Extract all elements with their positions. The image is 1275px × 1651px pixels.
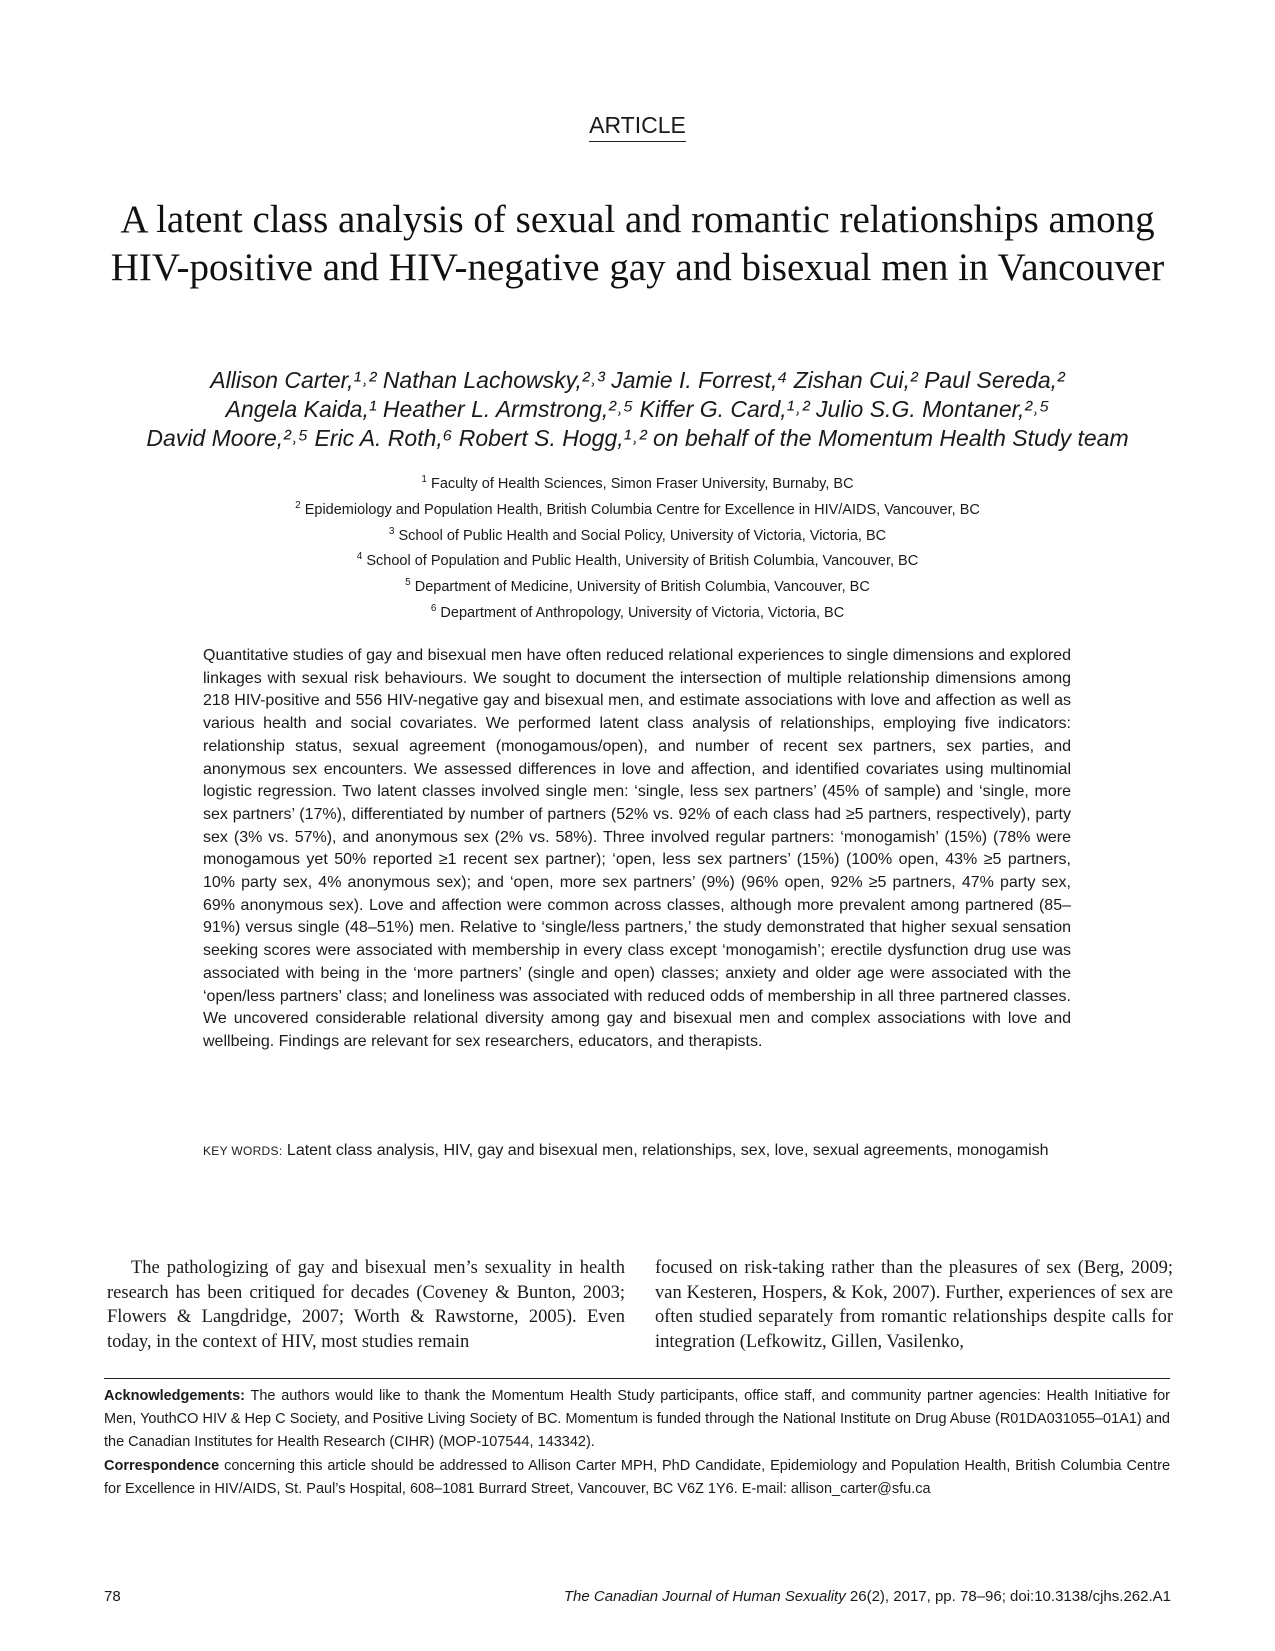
acknowledgements-label: Acknowledgements: [104, 1388, 245, 1404]
keywords-text: Latent class analysis, HIV, gay and bisexual men, relationships, sex, love, sexual agreements, monogamish [286, 1142, 1049, 1159]
acknowledgements-note [104, 1385, 1170, 1454]
correspondence-text: concerning this article should be addressed to Allison Carter MPH, PhD Candidate, Epidemiology and Population Health, British Columbia Centre for Excellence in HIV/AIDS, St. Paul’s Hospital, 608–1081 Burrard Street, Vancouver, BC V6Z 1Y6. E-mail: allison_carter@sfu.ca [104, 1458, 1171, 1497]
keywords-label: KEY WORDS: [203, 1144, 283, 1158]
affiliation-list [120, 469, 1155, 624]
journal-name: The Canadian Journal of Human Sexuality [563, 1588, 846, 1605]
keywords [203, 1140, 1071, 1163]
body-column-left: The pathologizing of gay and bisexual men’s sexuality in health research has been critiqued for decades (Coveney & Bunton, 2003; Flowers & Langdridge, 2007; Worth & Rawstorne, 2005). Even today, in the context of HIV, most studies remain [107, 1258, 625, 1352]
citation-details: 26(2), 2017, pp. 78–96; doi:10.3138/cjhs.262.A1 [849, 1588, 1171, 1605]
affiliation-3: $^3$ School of Public Health and Social Policy, University of Victoria, Victoria, BC [388, 525, 887, 544]
footnote-divider [104, 1378, 1170, 1379]
body-column-right: focused on risk-taking rather than the pleasures of sex (Berg, 2009; van Kesteren, Hospers, & Kok, 2007). Further, experiences of sex are often studied separately from romantic relationships despite calls for integration (Lefkowitz, Gillen, Vasilenko, [655, 1258, 1173, 1352]
acknowledgements-text: The authors would like to thank the Momentum Health Study participants, office staff, and community partner agencies: Health Initiative for Men, YouthCO HIV & Hep C Society, and Positive Living Society of BC. Momentum is funded through the National Institute on Drug Abuse (R01DA031055–01A1) and the Canadian Institutes for Health Research (CIHR) (MOP-107544, 143342). [104, 1388, 1170, 1450]
affiliation-4: $^4$ School of Population and Public Health, University of British Columbia, Vancouver, BC [356, 551, 919, 570]
article-type-label: ARTICLE [0, 112, 1275, 139]
affiliation-5: $^5$ Department of Medicine, University of British Columbia, Vancouver, BC [405, 577, 870, 596]
abstract: Quantitative studies of gay and bisexual men have often reduced relational experiences to single dimensions and explored linkages with sexual risk behaviours. We sought to document the intersection of multiple relationship dimensions among 218 HIV-positive and 556 HIV-negative gay and bisexual men, and estimate associations with love and affection as well as various health and social covariates. We performed latent class analysis of relationships, employing five indicators: relationship status, sexual agreement (monogamous/open), and number of recent sex partners, sex parties, and anonymous sex encounters. We assessed differences in love and affection, and identified covariates using multinomial logistic regression. Two latent classes involved single men: ‘single, less sex partners’ (45% of sample) and ‘single, more sex partners’ (17%), differentiated by number of partners (52% vs. 92% of each class had ≥5 partners, respectively), party sex (3% vs. 57%), and anonymous sex (2% vs. 58%). Three involved regular partners: ‘monogamish’ (15%) (78% were monogamous yet 50% reported ≥1 recent sex partner); ‘open, less sex partners’ (15%) (100% open, 43% ≥5 partners, 10% party sex, 4% anonymous sex); and ‘open, more sex partners’ (9%) (96% open, 92% ≥5 partners, 47% party sex, 69% anonymous sex). Love and affection were common across classes, although more prevalent among partnered (85–91%) versus single (48–51%) men. Relative to ‘single/less partners,’ the study demonstrated that higher sexual sensation seeking scores were associated with membership in every class except ‘monogamish’; erectile dysfunction drug use was associated with being in the ‘more partners’ (single and open) classes; anxiety and older age were associated with the ‘open/less partners’ class; and loneliness was associated with reduced odds of membership in all three partnered classes. We uncovered considerable relational diversity among gay and bisexual men and complex associations with love and wellbeing. Findings are relevant for sex researchers, educators, and therapists. [203, 647, 1071, 1050]
affiliation-6: $^6$ Department of Anthropology, University of Victoria, Victoria, BC [430, 603, 845, 621]
correspondence-note [104, 1455, 1170, 1501]
author-line-2: Angela Kaida,¹ Heather L. Armstrong,²˒⁵ Kiffer G. Card,¹˒² Julio S.G. Montaner,²˒⁵ [225, 396, 1050, 422]
affiliation-2: $^2$ Epidemiology and Population Health, British Columbia Centre for Excellence in HIV/AIDS, Vancouver, BC [295, 499, 980, 518]
author-line-3: David Moore,²˒⁵ Eric A. Roth,⁶ Robert S. Hogg,¹˒² on behalf of the Momentum Health Study team [146, 425, 1129, 451]
correspondence-label: Correspondence [104, 1458, 220, 1474]
affiliation-1: $^1$ Faculty of Health Sciences, Simon Fraser University, Burnaby, BC [421, 474, 854, 492]
page-number: 78 [104, 1588, 121, 1605]
author-list [60, 366, 1215, 453]
article-title: A latent class analysis of sexual and romantic relationships among HIV-positive and HIV-negative gay and bisexual men in Vancouver [110, 198, 1165, 289]
author-line-1: Allison Carter,¹˒² Nathan Lachowsky,²˒³ Jamie I. Forrest,⁴ Zishan Cui,² Paul Sereda,² [210, 367, 1065, 393]
journal-citation [564, 1588, 1171, 1605]
